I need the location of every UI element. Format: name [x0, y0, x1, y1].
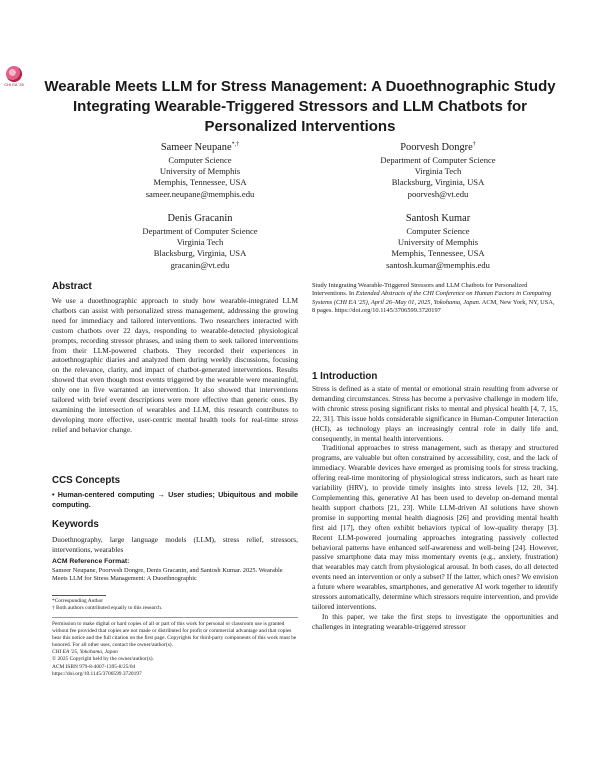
keywords-text: Duoethnography, large language models (LLM), stress relief, stressors, interventions, wearables	[52, 535, 298, 554]
ccs-concepts: • Human-centered computing → User studies; Ubiquitous and mobile computing.	[52, 490, 298, 509]
introduction-text	[312, 384, 558, 632]
acm-reference-heading: ACM Reference Format:	[52, 558, 130, 565]
venue: CHI EA '25, Yokohama, Japan	[52, 649, 118, 656]
acm-reference	[52, 557, 298, 584]
isbn: ACM ISBN 979-8-4007-1395-8/25/04	[52, 663, 136, 670]
footnote-equal: † Both authors contributed equally to this research.	[52, 605, 163, 612]
author-location: Memphis, Tennessee, USA	[153, 177, 247, 188]
footnote-divider	[52, 595, 106, 596]
author-org: University of Memphis	[397, 237, 479, 248]
chi-flower-logo-icon	[6, 66, 22, 82]
author-email: sameer.neupane@memphis.edu	[145, 188, 255, 199]
author-dept: Computer Science	[168, 155, 232, 165]
copyright: © 2025 Copyright held by the owner/author(s).	[52, 656, 154, 663]
author-dept: Department of Computer Science	[380, 155, 496, 165]
author-name: Sameer Neupane*,†	[160, 141, 240, 153]
permission-text: Permission to make digital or hard copies of all or part of this work for personal or classroom use is granted without fee provided that copies are not made or distributed for profit or commercial advantage and that copies bear this notice and the full citation on the first page. Copyrights for third-party components of this work must be honored. For all other uses, contact the owner/author(s).	[52, 621, 297, 649]
ccs-heading: CCS Concepts	[52, 475, 121, 486]
footnotes	[52, 598, 298, 612]
keywords-heading: Keywords	[52, 519, 99, 530]
author-org: Virginia Tech	[414, 166, 462, 177]
author-location: Blacksburg, Virginia, USA	[153, 248, 247, 259]
author-name: Poorvesh Dongre†	[400, 141, 476, 153]
abstract-text: We use a duoethnographic approach to study how wearable-integrated LLM chatbots can assist with personalized stress management, addressing the growing need for immediacy and tailored interventions. Two researchers interacted with custom chatbots over 22 days, responding to wearable-detected physiological prompts, recording stressor phrases, and using them to seek tailored interventions from their LLM-powered chatbots. They recorded their experiences in autoethnographic diaries and analyzed them during weekly discussions, focusing on the relevance, clarity, and impact of chatbot-generated interventions. Results showed that even though most events triggered by the wearable were meaningful, only one in five warranted an intervention. It also showed that interventions tailored with brief event descriptions were more effective than generic ones. By examining the intersection of wearables and LLM, this research contributes to developing more effective, user-centric mental health tools for real-time stress relief and behavior change.	[52, 296, 298, 434]
introduction-heading: 1 Introduction	[312, 371, 378, 382]
intro-paragraph-3: In this paper, we take the first steps to investigate the opportunities and challenges in integrating wearable-triggered stressor	[312, 611, 558, 631]
author-block-4	[318, 212, 558, 271]
author-block-3	[80, 212, 320, 271]
author-dept: Department of Computer Science	[142, 226, 258, 236]
acm-reference-text: Sameer Neupane, Poorvesh Dongre, Denis Gracanin, and Santosh Kumar. 2025. Wearable Meets LLM for Stress Management: A Duoethnographic	[52, 566, 283, 583]
author-location: Blacksburg, Virginia, USA	[391, 177, 485, 188]
author-dept: Computer Science	[406, 226, 470, 236]
conference-logo	[3, 66, 25, 92]
author-org: University of Memphis	[159, 166, 241, 177]
intro-paragraph-1: Stress is defined as a state of mental or emotional strain resulting from adverse or demanding circumstances. Stress has become a pervasive challenge in modern life, with chronic stress posing significant risks to mental and physical health [4, 7, 15, 22, 31]. This issue holds considerable significance in Human-Computer Interaction (HCI), as technology plays an increasingly central role in daily life and, consequently, in mental health interventions.	[312, 384, 558, 443]
author-email: gracanin@vt.edu	[170, 259, 230, 270]
permission-block	[52, 621, 298, 678]
doi-link[interactable]: https://doi.org/10.1145/3706599.3720197	[52, 670, 142, 677]
author-email: poorvesh@vt.edu	[407, 188, 469, 199]
abstract-heading: Abstract	[52, 281, 92, 292]
author-block-2	[318, 141, 558, 200]
author-email: santosh.kumar@memphis.edu	[386, 259, 490, 270]
author-name: Denis Gracanin	[167, 213, 233, 224]
logo-text: CHI EA '25	[4, 82, 24, 87]
author-name: Santosh Kumar	[405, 213, 471, 224]
permission-divider	[52, 617, 298, 618]
paper-title: Wearable Meets LLM for Stress Management: A Duoethnographic Study Integrating Wearable-Triggered Stressors and LLM Chatbots for Personalized Interventions	[44, 78, 556, 135]
author-block-1	[80, 141, 320, 200]
author-org: Virginia Tech	[176, 237, 224, 248]
author-location: Memphis, Tennessee, USA	[391, 248, 485, 259]
intro-paragraph-2: Traditional approaches to stress management, such as therapy and structured programs, are valuable but often constrained by accessibility, cost, and the lack of immediacy. Wearable devices have emerged as promising tools for stress tracking, offering real-time monitoring of physiological stress indicators, such as heart rate variability (HRV), to provide timely insights into stress levels [12, 20, 34]. Complementing this, generative AI has been used to develop on-demand mental health support chatbots [21, 23]. While LLM-driven AI solutions have shown promise in supporting mental health diagnosis [26] and providing mental health first aid [17], they often exhibit behaviors typical of low-quality therapy [3]. Recent LLM-powered journaling approaches integrating passively collected behavioral patterns have enhanced self-awareness and well-being [24]. However, passive smartphone data may miss momentary events (e.g., anxiety, frustration) that wearables may catch from physiological arousal. In both cases, do all detected events need an intervention or only a subset? If the latter, which ones? We envision a future where wearables, smartphones, and generative AI work together to identify stressors automatically, determine which stressors require intervention, and provide tailored interventions.	[312, 443, 558, 611]
citation-continued: Study Integrating Wearable-Triggered Stressors and LLM Chatbots for Personalized Interventions. In Extended Abstracts of the CHI Conference on Human Factors in Computing Systems (CHI EA '25), April 26–May 01, 2025, Yokohama, Japan. ACM, New York, NY, USA, 8 pages. https://doi.org/10.1145/3706599.3720197	[312, 282, 555, 315]
footnote-corresponding: *Corresponding Author	[52, 598, 104, 604]
